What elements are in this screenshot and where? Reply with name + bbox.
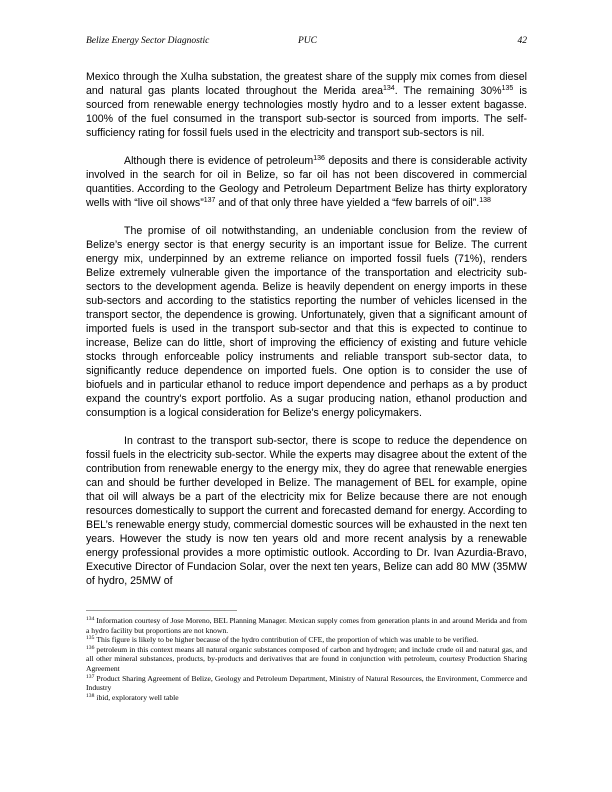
body-paragraph bbox=[86, 70, 527, 140]
body-paragraph bbox=[86, 434, 527, 588]
body-text-column bbox=[86, 70, 527, 588]
footnote-reference[interactable]: 136 bbox=[313, 155, 325, 162]
header-page-number: 42 bbox=[517, 36, 527, 46]
footnote-text: Product Sharing Agreement of Belize, Geology and Petroleum Department, Ministry of Natural Resources, the Environment, Commerce and Industry bbox=[86, 673, 527, 693]
paragraph-text: deposits and there is considerable activity involved in the search for oil in Belize, so far oil has not been discovered in commercial quantities. According to the Geology and Petroleum Department Belize has thirty exploratory wells with “live oil shows” bbox=[86, 155, 528, 209]
footnotes-section bbox=[86, 616, 527, 702]
paragraph-text: and of that only three have yielded a “few barrels of oil”. bbox=[215, 197, 480, 209]
footnote-reference[interactable]: 135 bbox=[501, 85, 514, 92]
footnote-text: ibid, exploratory well table bbox=[96, 692, 179, 702]
footnote-reference[interactable]: 134 bbox=[383, 85, 395, 92]
footnote-entry bbox=[86, 674, 527, 693]
footnote-entry bbox=[86, 635, 527, 645]
footnote-entry bbox=[86, 693, 527, 703]
footnote-text: Information courtesy of Jose Moreno, BEL Planning Manager. Mexican supply comes from generation plants in and around Merida and from a hydro facility but proportions are not known. bbox=[86, 616, 527, 635]
page-header bbox=[86, 36, 527, 52]
footnote-separator-rule bbox=[86, 610, 237, 611]
paragraph-text: . The remaining 30% bbox=[394, 85, 502, 97]
footnote-marker: 136 bbox=[86, 644, 95, 651]
footnote-text: This figure is likely to be higher because of the hydro contribution of CFE, the proportion of which was unable to be verified. bbox=[96, 635, 479, 645]
paragraph-text: is sourced from renewable energy technologies mostly hydro and to a lesser extent bagasse. 100% of the fuel consumed in the transport sub-sector is sourced from imports. The self-sufficiency rating for fossil fuels used in the electricity and transport sub-sectors is nil. bbox=[86, 85, 528, 139]
paragraph-text: The promise of oil notwithstanding, an undeniable conclusion from the review of Belize’s energy sector is that energy security is an important issue for Belize. The current energy mix, underpinned by an extreme reliance on imported fossil fuels (71%), renders Belize extremely vulnerable given the importance of the transportation and electricity sub-sectors to the development agenda. Belize is heavily dependent on energy imports in these sub-sectors and according to the statistics reporting the number of vehicles licensed in the transport sector, the dependence is growing. Unfortunately, given that a significant amount of imported fuels is used in the transport sub-sector and that this is expected to continue to increase, Belize can do little, short of improving the efficiency of existing and future vehicle stocks through enforceable policy instruments and reliable transport sub-sector data, to significantly reduce dependence on imported fuels. One option is to consider the use of biofuels and in particular ethanol to reduce import dependence and perhaps as a by product expand the country's export portfolio. As a sugar producing nation, ethanol production and consumption is a logical consideration for Belize's energy policymakers. bbox=[86, 225, 527, 419]
footnote-entry bbox=[86, 645, 527, 674]
footnote-marker: 134 bbox=[86, 616, 95, 623]
footnote-marker: 137 bbox=[86, 673, 95, 680]
paragraph-text: In contrast to the transport sub-sector, there is scope to reduce the dependence on fossil fuels in the electricity sub-sector. While the experts may disagree about the extent of the contribution from renewable energy to the energy mix, they do agree that renewable energies can and should be further developed in Belize. The management of BEL for example, opine that oil will always be a part of the electricity mix for Belize because there are not enough resources domestically to support the current and forecasted demand for energy. According to BEL’s renewable energy study, commercial domestic sources will be exhausted in the next ten years. However the study is now ten years old and more recent analysis by a renewable energy professional provides a more optimistic outlook. According to Dr. Ivan Azurdia-Bravo, Executive Director of Fundacion Solar, over the next ten years, Belize can add 80 MW (35MW of hydro, 25MW of bbox=[86, 435, 527, 587]
footnote-marker: 135 bbox=[86, 635, 95, 642]
paragraph-text: Although there is evidence of petroleum bbox=[124, 155, 314, 167]
paragraph-text: Mexico through the Xulha substation, the greatest share of the supply mix comes from diesel and natural gas plants located throughout the Merida area bbox=[86, 71, 527, 97]
header-organization: PUC bbox=[298, 36, 317, 46]
header-document-title: Belize Energy Sector Diagnostic bbox=[86, 36, 210, 46]
footnote-reference[interactable]: 137 bbox=[203, 197, 216, 204]
footnote-reference[interactable]: 138 bbox=[479, 197, 491, 204]
footnote-text: petroleum in this context means all natural organic substances composed of carbon and hydrogen; and include crude oil and natural gas, and all other mineral substances, products, by-products and derivatives that are found in conjunction with petroleum, courtesy Production Sharing Agreement bbox=[86, 644, 527, 673]
footnote-entry bbox=[86, 616, 527, 635]
body-paragraph bbox=[86, 224, 527, 420]
body-paragraph bbox=[86, 154, 527, 210]
footnote-marker: 138 bbox=[86, 692, 95, 699]
